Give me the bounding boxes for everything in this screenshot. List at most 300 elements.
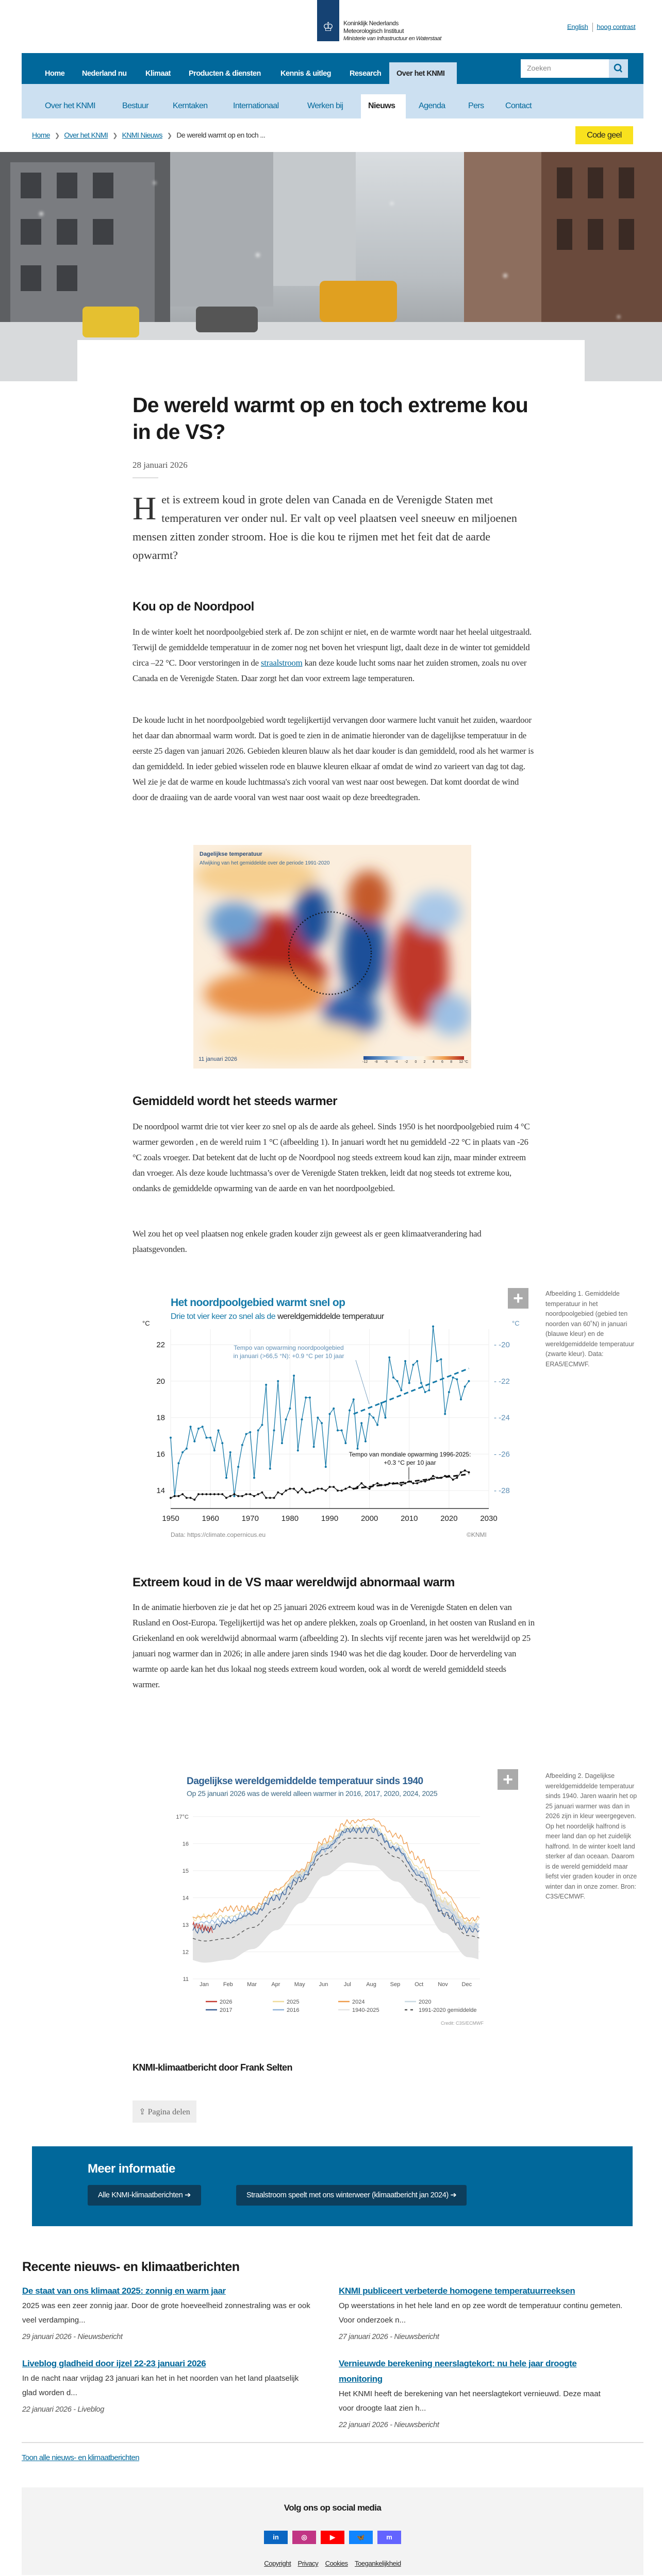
share-page-button[interactable] <box>133 2100 196 2123</box>
data-point <box>289 1408 291 1410</box>
data-point <box>404 1482 406 1484</box>
data-point <box>170 1497 172 1499</box>
data-point <box>225 1497 227 1499</box>
author-line: KNMI-klimaatbericht door Frank Selten <box>133 2062 292 2073</box>
data-point <box>209 1437 211 1439</box>
scale-label: 6 <box>441 1060 443 1064</box>
data-point <box>380 1402 383 1404</box>
data-point <box>265 1384 267 1386</box>
text: In de winter koelt het noordpoolgebied sterk af. De zon schijnt er niet, en de warmte wordt naar het heelal uitgestraald. Terwijl de gemiddelde temperatuur in de zomer nog net boven het vriespunt ligt, daalt deze in de winter tot gemiddeld circa –22 °C. Door verstoringen in de <box>133 627 532 668</box>
figure-source: Data: https://climate.copernicus.eu <box>171 1531 266 1538</box>
x-tick-label: 2030 <box>480 1514 498 1523</box>
all-news-link[interactable]: Toon alle nieuws- en klimaatberichten <box>22 2453 139 2462</box>
data-point <box>237 1495 239 1497</box>
data-point <box>269 1468 271 1470</box>
english-link[interactable]: English <box>567 23 588 31</box>
anomaly-map-graphic <box>193 845 471 1069</box>
data-point <box>360 1482 362 1484</box>
y-tick-label-right: - -22 <box>494 1377 510 1386</box>
chart-subtitle: Op 25 januari 2026 was de wereld alleen warmer in 2016, 2017, 2020, 2024, 2025 <box>187 1789 438 1798</box>
data-point <box>344 1442 346 1444</box>
data-point <box>205 1437 207 1439</box>
lead-text: et is extreem koud in grote delen van Canada en de Verenigde Staten met temperaturen ver onder nul. Er valt op veel plaatsen veel sneeuw en miljoenen mensen zitten zonder stroom. Hoe is die kou te rijmen met het feit dat de aarde opwarmt? <box>133 493 517 562</box>
x-tick-label: Feb <box>223 1981 233 1988</box>
subnav-nieuws[interactable]: Nieuws <box>368 101 395 110</box>
data-point <box>213 1493 216 1495</box>
chart-title: Het noordpoolgebied warmt snel op <box>171 1297 345 1309</box>
data-point <box>313 1446 315 1448</box>
y-tick-label-left: 16 <box>156 1450 165 1459</box>
data-point <box>428 1479 430 1481</box>
legend-label: 2026 <box>220 1999 233 2005</box>
paragraph <box>133 624 535 686</box>
x-tick-label: 1980 <box>281 1514 299 1523</box>
data-point <box>464 1385 466 1387</box>
series-line <box>171 1327 469 1496</box>
annotation: in januari (>66,5 °N): +0.9 °C per 10 jaar <box>233 1352 344 1360</box>
legend-label: 1940-2025 <box>352 2007 379 2013</box>
data-point <box>325 1466 327 1468</box>
y-tick-label: 15 <box>182 1868 189 1874</box>
y-tick-label-right: - -20 <box>494 1341 510 1349</box>
instagram-icon[interactable]: ◎ <box>292 2531 316 2544</box>
scale-label: 0 <box>415 1060 417 1064</box>
y-tick-label: 12 <box>182 1949 189 1956</box>
data-point <box>197 1493 200 1495</box>
data-point <box>384 1417 386 1419</box>
data-point <box>436 1360 438 1362</box>
x-tick-label: 1990 <box>321 1514 339 1523</box>
news-description: Het KNMI heeft de berekening van het neerslagtekort vernieuwd. Deze maat voor droogte laat zien h... <box>339 2389 601 2413</box>
data-point <box>317 1417 319 1419</box>
y-tick-label: 13 <box>182 1922 189 1928</box>
data-point <box>376 1424 378 1426</box>
legend-label: 2024 <box>352 1999 365 2005</box>
nav-home[interactable]: Home <box>45 70 65 78</box>
data-point <box>456 1477 458 1479</box>
data-point <box>460 1471 462 1473</box>
data-point <box>372 1417 374 1419</box>
nav-over-het-knmi[interactable]: Over het KNMI <box>396 70 445 78</box>
data-point <box>333 1408 335 1410</box>
divider <box>592 23 593 32</box>
data-point <box>218 1493 220 1495</box>
data-point <box>305 1397 307 1399</box>
figure-caption: Afbeelding 1. Gemiddelde temperatuur in het noordpoolgebied (gebied ten noorden van 60˚N) in januari (blauwe kleur) en de wereldgemiddelde temperatuur (zwarte kleur). Data: ERA5/ECMWF. <box>545 1290 635 1368</box>
x-tick-label: Sep <box>390 1981 401 1988</box>
article-date: 28 januari 2026 <box>133 460 188 470</box>
legend-label: 2020 <box>419 1999 432 2005</box>
news-item <box>339 2356 617 2429</box>
data-point <box>349 1409 351 1411</box>
legend-label: 2025 <box>287 1999 300 2005</box>
data-point <box>356 1448 358 1450</box>
data-point <box>396 1380 399 1382</box>
search-icon <box>609 59 628 78</box>
y-tick-label-right: - -24 <box>494 1413 510 1422</box>
data-point <box>404 1360 406 1362</box>
breadcrumb-over-het-knmi[interactable]: Over het KNMI <box>64 131 108 139</box>
logo-line: Koninklijk Nederlands <box>343 20 399 27</box>
temperature-anomaly-map <box>193 845 471 1069</box>
x-tick-label: Dec <box>461 1981 472 1988</box>
data-point <box>337 1489 339 1492</box>
figure-copyright: ©KNMI <box>467 1531 487 1538</box>
data-point <box>221 1493 223 1495</box>
x-tick-label: 1960 <box>202 1514 219 1523</box>
scale-label: -8 <box>374 1060 378 1064</box>
footer-link-toegankelijkheid[interactable]: Toegankelijkheid <box>354 2560 401 2567</box>
more-info-panel <box>32 2146 633 2226</box>
news-description: Op weerstations in het hele land en op zee wordt de temperatuur continu gemeten. Voor onderzoek n... <box>339 2301 623 2325</box>
footer-link-privacy[interactable]: Privacy <box>297 2560 319 2567</box>
data-point <box>432 1326 434 1328</box>
all-climate-reports-button[interactable] <box>88 2185 201 2206</box>
data-point <box>376 1482 378 1484</box>
paragraph: Wel zou het op veel plaatsen nog enkele graden kouder zijn geweest als er geen klimaatverandering had plaatsgevonden. <box>133 1229 482 1254</box>
data-point <box>249 1431 251 1433</box>
subnav-bestuur[interactable]: Bestuur <box>122 101 148 110</box>
top-links <box>567 23 635 32</box>
legend-label: 2017 <box>220 2007 233 2013</box>
news-meta: 22 januari 2026 - Nieuwsbericht <box>339 2421 439 2429</box>
news-title-link[interactable]: Vernieuwde berekening neerslagtekort: nu hele jaar droogte monitoring <box>339 2359 577 2384</box>
x-tick-label: 1950 <box>162 1514 179 1523</box>
bluesky-icon[interactable]: 🦋 <box>349 2531 373 2544</box>
x-tick-label: May <box>294 1981 305 1988</box>
code-geel-button[interactable]: Code geel <box>575 126 633 144</box>
y-tick-label: 16 <box>182 1841 189 1848</box>
data-point <box>202 1426 204 1428</box>
search-input[interactable]: Zoeken <box>527 64 551 72</box>
nav-producten[interactable]: Producten & diensten <box>189 70 261 78</box>
data-point <box>241 1444 243 1446</box>
arctic-warming-chart <box>124 1288 536 1530</box>
chart-credit: Credit: C3S/ECMWF <box>440 2021 484 2026</box>
data-point <box>309 1397 311 1399</box>
subnav-werken-bij[interactable]: Werken bij <box>307 101 343 110</box>
data-point <box>360 1422 362 1424</box>
data-point <box>337 1429 339 1431</box>
x-tick-label: Jul <box>343 1981 351 1988</box>
legend-label: 2016 <box>287 2007 300 2013</box>
data-point <box>170 1437 172 1439</box>
data-point <box>468 1471 470 1473</box>
x-tick-label: 2000 <box>360 1514 378 1523</box>
x-tick-label: Jan <box>200 1981 209 1988</box>
data-point <box>277 1492 279 1494</box>
section-heading: Gemiddeld wordt het steeds warmer <box>133 1094 337 1108</box>
footer-link-copyright[interactable]: Copyright <box>264 2560 291 2567</box>
subtitle-part: wereldgemiddelde temperatuur <box>277 1312 384 1321</box>
data-point <box>186 1448 188 1450</box>
x-tick-label: Nov <box>438 1981 448 1988</box>
youtube-icon[interactable]: ▶ <box>321 2531 344 2544</box>
data-point <box>190 1426 192 1428</box>
data-point <box>213 1449 216 1451</box>
scale-label: 4 <box>432 1060 435 1064</box>
data-point <box>174 1495 176 1497</box>
y-tick-label-right: - -28 <box>494 1486 510 1496</box>
logo-line: Ministerie van Infrastructuur en Waterstaat <box>343 36 441 42</box>
data-point <box>349 1486 351 1488</box>
nav-research[interactable]: Research <box>350 70 382 78</box>
data-point <box>277 1380 279 1382</box>
x-tick-label: 2020 <box>440 1514 458 1523</box>
data-point <box>281 1442 283 1444</box>
enlarge-figure-button[interactable]: + <box>498 1769 518 1790</box>
data-point <box>181 1451 184 1453</box>
data-point <box>229 1451 231 1453</box>
data-point <box>305 1492 307 1494</box>
data-point <box>181 1493 184 1495</box>
data-point <box>464 1469 466 1471</box>
y-tick-label-left: 18 <box>156 1413 165 1422</box>
data-point <box>325 1489 327 1492</box>
paragraph: In de animatie hierboven zie je dat het op 25 januari 2026 extreem koud was in de Verenigde Staten en delen van Rusland en Oost-Europa. Tegelijkertijd was het op andere plekken, zoals op Groenland, in het oosten van Rusland en in Griekenland en ook wereldwijd abnormaal warm (afbeelding 2). In slechts vijf recente jaren was het wereldwijd op 25 januari nog warmer dan in 2026; in alle andere jaren sinds 1940 was het die dag kouder. Door de herverdeling van warmte op aarde kan het dus lokaal nog steeds extreem koud worden, ook al wordt de wereld gemiddeld steeds warmer. <box>133 1602 535 1689</box>
footer <box>22 2487 643 2575</box>
data-point <box>420 1382 422 1384</box>
subnav-over-het-knmi[interactable]: Over het KNMI <box>45 101 96 110</box>
data-point <box>424 1481 426 1483</box>
data-point <box>186 1497 188 1499</box>
data-point <box>218 1429 220 1431</box>
footer-link-cookies[interactable]: Cookies <box>325 2560 348 2567</box>
crown-emblem-icon: ♔ <box>322 20 334 34</box>
news-description: 2025 was een zeer zonnig jaar. Door de grote hoeveelheid zonnestraling was er ook veel verdamping... <box>22 2301 310 2325</box>
subnav-kerntaken[interactable]: Kerntaken <box>173 101 208 110</box>
chevron-right-icon: ❯ <box>54 132 60 139</box>
annotation-arrow <box>356 1360 369 1404</box>
data-point <box>321 1488 323 1490</box>
x-tick-label: Aug <box>366 1981 376 1988</box>
button-label: Straalstroom speelt met ons winterweer (klimaatbericht jan 2024) <box>246 2191 449 2199</box>
data-point <box>420 1481 422 1483</box>
news-title-link[interactable]: Liveblog gladheid door ijzel 22-23 januari 2026 <box>22 2359 206 2368</box>
scale-label: 2 <box>423 1060 426 1064</box>
article-title: De wereld warmt op en toch extreme kou in de VS? <box>133 393 528 444</box>
straalstroom-link[interactable]: straalstroom <box>260 658 303 668</box>
data-point <box>269 1497 271 1499</box>
y-axis-left-label: °C <box>142 1319 150 1327</box>
x-tick-label: Oct <box>415 1981 424 1988</box>
y-tick-label: 17°C <box>176 1814 189 1820</box>
trend-line <box>354 1474 469 1488</box>
x-tick-label: Mar <box>247 1981 257 1988</box>
logo-line: Meteorologisch Instituut <box>343 27 404 35</box>
data-point <box>233 1493 235 1495</box>
data-point <box>297 1492 299 1494</box>
data-point <box>257 1429 259 1431</box>
data-point <box>408 1382 410 1384</box>
news-description: In de nacht naar vrijdag 23 januari kan het in het noorden van het land plaatselijk glad worden d... <box>22 2374 299 2397</box>
text: kan deze koude lucht soms naar het zuiden stromen, zoals nu over Canada en de Verenigde Staten. Daar zorgt het dan voor extreem lage temperaturen. <box>133 658 527 683</box>
data-point <box>221 1442 223 1444</box>
scale-label: -6 <box>384 1060 388 1064</box>
data-point <box>341 1429 343 1431</box>
data-point <box>245 1433 247 1435</box>
daily-global-temperature-chart <box>124 1762 536 2030</box>
data-point <box>225 1477 227 1479</box>
y-tick-label-right: - -26 <box>494 1450 510 1459</box>
data-point <box>412 1482 414 1484</box>
data-point <box>369 1488 371 1490</box>
x-tick-label: Apr <box>271 1981 280 1988</box>
data-point <box>432 1475 434 1477</box>
sub-nav <box>22 84 643 118</box>
scale-label: -4 <box>394 1060 398 1064</box>
subnav-pers[interactable]: Pers <box>468 101 484 110</box>
data-point <box>321 1422 323 1424</box>
footer-links <box>22 2560 643 2567</box>
data-point <box>261 1492 263 1494</box>
data-point <box>233 1495 235 1497</box>
scale-label: 8 <box>450 1060 453 1064</box>
data-point <box>261 1424 263 1426</box>
data-point <box>416 1482 418 1484</box>
news-item <box>22 2356 311 2414</box>
subnav-contact[interactable]: Contact <box>505 101 532 110</box>
enlarge-figure-button[interactable]: + <box>508 1288 528 1309</box>
data-point <box>293 1375 295 1377</box>
data-point <box>177 1462 179 1464</box>
y-tick-label: 14 <box>182 1895 189 1902</box>
data-point <box>452 1377 454 1379</box>
data-point <box>468 1380 470 1382</box>
x-tick-label: 2010 <box>401 1514 418 1523</box>
news-meta: 27 januari 2026 - Nieuwsbericht <box>339 2333 439 2341</box>
breadcrumb <box>32 131 265 139</box>
color-scale-bar <box>363 1056 464 1060</box>
button-label: Alle KNMI-klimaatberichten <box>98 2191 183 2199</box>
news-title-link[interactable]: De staat van ons klimaat 2025: zonnig en warm jaar <box>22 2286 226 2296</box>
y-axis-right-label: °C <box>512 1319 520 1327</box>
y-tick-label-left: 20 <box>156 1377 165 1386</box>
paragraph: De koude lucht in het noordpoolgebied wordt tegelijkertijd vervangen door warmere lucht vanuit het zuiden, waardoor het daar dan abnormaal warm wordt. Dat is goed te zien in de animatie hieronder van de dagelijkse temperatuur in de eerste 25 dagen van januari 2026. Gebieden kleuren blauw als het daar kouder is dan gemiddeld, rood als het warmer is dan gemiddeld. In ieder gebied wisselen rode en blauwe kleuren elkaar af omdat de wind zo varieert van dag tot dag. Wel zie je dat de warme en koude luchtmassa's zich vooral van west naar oost bewegen. Dat komt doordat de wind door de draaiing van de aarde vooral van west naar oost waait op deze breedtegraden. <box>133 715 534 802</box>
social-links <box>264 2531 401 2544</box>
data-point <box>193 1499 195 1501</box>
high-contrast-link[interactable]: hoog contrast <box>597 23 636 31</box>
annotation: Tempo van mondiale opwarming 1996-2025: <box>349 1451 471 1458</box>
news-meta: 22 januari 2026 - Liveblog <box>22 2405 105 2414</box>
data-point <box>253 1477 255 1479</box>
data-point <box>428 1389 430 1392</box>
section-heading: Extreem koud in de VS maar wereldwijd abnormaal warm <box>133 1575 455 1589</box>
section-heading: Kou op de Noordpool <box>133 600 254 614</box>
data-point <box>209 1493 211 1495</box>
news-title-link[interactable]: KNMI publiceert verbeterde homogene temperatuurreeksen <box>339 2286 575 2296</box>
data-point <box>190 1497 192 1499</box>
news-meta: 29 januari 2026 - Nieuwsbericht <box>22 2333 123 2341</box>
share-icon: ⇪ <box>139 2107 148 2116</box>
nav-kennis[interactable]: Kennis & uitleg <box>280 70 332 78</box>
data-point <box>253 1495 255 1497</box>
nav-klimaat[interactable]: Klimaat <box>145 70 171 78</box>
data-point <box>424 1391 426 1393</box>
subnav-internationaal[interactable]: Internationaal <box>233 101 279 110</box>
news-item <box>22 2283 311 2341</box>
y-tick-label-left: 14 <box>156 1486 165 1496</box>
subnav-agenda[interactable]: Agenda <box>419 101 445 110</box>
data-point <box>177 1495 179 1497</box>
data-point <box>412 1364 414 1366</box>
data-point <box>273 1497 275 1499</box>
share-label: Pagina delen <box>147 2107 190 2116</box>
data-point <box>400 1389 402 1392</box>
annotation: Tempo van opwarming noordpoolgebied <box>234 1344 344 1351</box>
data-point <box>353 1398 355 1400</box>
search-button[interactable] <box>609 59 628 78</box>
recent-news-heading: Recente nieuws- en klimaatberichten <box>22 2260 240 2274</box>
data-point <box>197 1428 200 1430</box>
paragraph: De noordpool warmt drie tot vier keer zo snel op als de aarde als geheel. Sinds 1950 is het noordpoolgebied ruim 4 °C warmer geworden , en de wereld ruim 1 °C (afbeelding 1). In januari wordt het nu gemiddeld -22 °C in plaats van -26 °C zoals vroeger. Dat betekent dat de lucht op de Noordpool nog steeds extreem koud kan zijn, maar minder extreem dan vroeger. Als deze koude luchtmassa’s over de Verenigde Staten trekken, leidt dat nog steeds tot extreme kou, ondanks de gemiddelde opwarming van de aarde en van het noordpoolgebied. <box>133 1122 530 1193</box>
data-point <box>205 1493 207 1495</box>
data-point <box>249 1493 251 1495</box>
main-nav <box>22 53 643 84</box>
data-point <box>285 1418 287 1420</box>
data-point <box>301 1488 303 1490</box>
data-point <box>400 1484 402 1486</box>
scale-label: 12 °C <box>459 1060 468 1064</box>
data-point <box>241 1495 243 1497</box>
data-point <box>257 1493 259 1495</box>
chevron-right-icon: ❯ <box>167 132 172 139</box>
annotation: +0.3 °C per 10 jaar <box>384 1459 436 1466</box>
data-point <box>313 1489 315 1492</box>
arrow-right-icon: ➔ <box>450 2191 457 2199</box>
data-point <box>452 1479 454 1481</box>
subtitle-part: Drie tot vier keer zo snel als de <box>171 1312 278 1321</box>
logo[interactable] <box>343 20 441 43</box>
data-point <box>229 1495 231 1497</box>
map-subtitle: Afwijking van het gemiddelde over de periode 1991-2020 <box>200 860 330 866</box>
series-line <box>171 1470 469 1500</box>
data-point <box>273 1429 275 1431</box>
data-point <box>440 1358 442 1360</box>
mastodon-icon[interactable]: m <box>377 2531 401 2544</box>
data-point <box>388 1357 390 1359</box>
data-point <box>444 1413 446 1415</box>
nav-nederland-nu[interactable]: Nederland nu <box>82 70 127 78</box>
breadcrumb-home[interactable]: Home <box>32 131 50 139</box>
data-point <box>293 1488 295 1490</box>
data-point <box>285 1489 287 1492</box>
y-tick-label: 11 <box>183 1976 189 1982</box>
linkedin-icon[interactable]: in <box>264 2531 288 2544</box>
data-point <box>317 1488 319 1490</box>
breadcrumb-knmi-nieuws[interactable]: KNMI Nieuws <box>122 131 162 139</box>
data-point <box>289 1488 291 1490</box>
data-point <box>329 1486 331 1488</box>
scale-label: -12 <box>362 1060 368 1064</box>
legend-label: 1991-2020 gemiddelde <box>419 2007 477 2013</box>
arrow-right-icon: ➔ <box>185 2191 191 2199</box>
data-point <box>202 1493 204 1495</box>
figure-caption: Afbeelding 2. Dagelijkse wereldgemiddelde temperatuur sinds 1940. Jaren waarin het op 25 januari warmer was dan in 2026 zijn in kleur weergegeven. Op het noordelijk halfrond is meer land dan op het zuidelijk halfrond. In de winter koelt land sterker af dan oceaan. Daarom is de wereld gemiddeld maar liefst vier graden kouder in onze winter dan in onze zomer. Bron: C3S/ECMWF. <box>545 1772 637 1900</box>
data-point <box>281 1493 283 1495</box>
x-tick-label: Jun <box>319 1981 328 1988</box>
news-item <box>339 2283 627 2341</box>
straalstroom-report-button[interactable] <box>236 2185 467 2206</box>
x-tick-label: 1970 <box>241 1514 259 1523</box>
article-lead <box>133 490 535 565</box>
data-point <box>297 1449 299 1451</box>
data-point <box>193 1440 195 1443</box>
chart-title: Dagelijkse wereldgemiddelde temperatuur sinds 1940 <box>187 1776 423 1787</box>
social-heading: Volg ons op social media <box>284 2503 382 2513</box>
divider <box>22 2442 643 2443</box>
y-tick-label-left: 22 <box>156 1341 165 1349</box>
